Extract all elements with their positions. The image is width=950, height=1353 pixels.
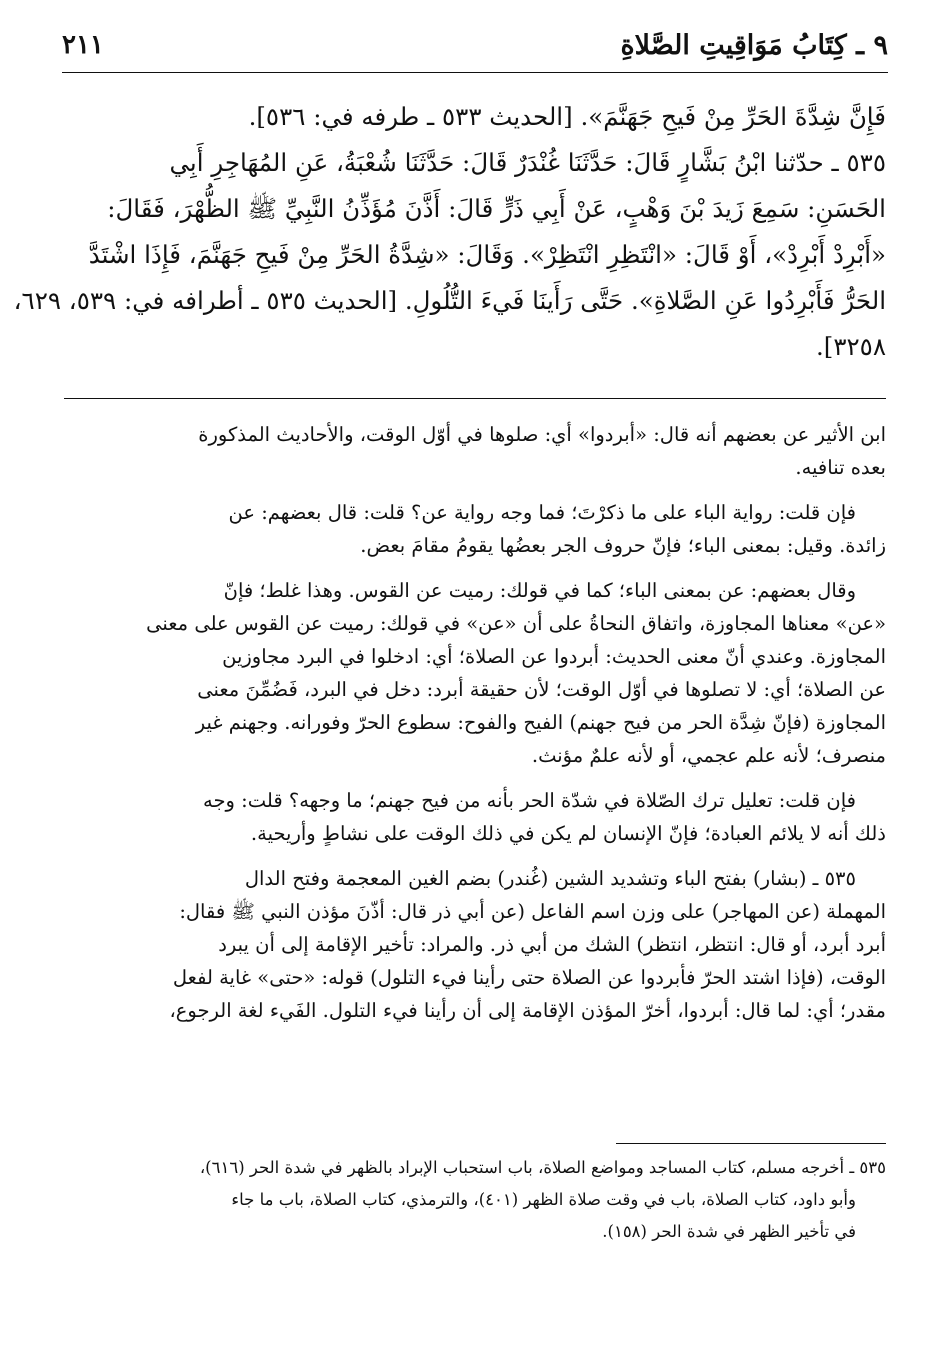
page-number: ٢١١ [62, 30, 104, 60]
footnote-line: وأبو داود، كتاب الصلاة، باب في وقت صلاة الظهر (٤٠١)، والترمذي، كتاب الصلاة، باب ما جاء [231, 1190, 856, 1209]
commentary-paragraph [64, 862, 886, 1027]
commentary-line: فإن قلت: تعليل ترك الصّلاة في شدّة الحر بأنه من فيح جهنم؛ ما وجهه؟ قلت: وجه [203, 789, 856, 812]
commentary-line: «عن» معناها المجاوزة، واتفاق النحاةُ على أن «عن» في قولك: رميت عن القوس على معنى [146, 612, 886, 635]
commentary [64, 418, 886, 1039]
commentary-line: أبرد أبرد، أو قال: انتظر، انتظر) الشك من أبي ذر. والمراد: تأخير الإقامة إلى أن يبرد [218, 933, 886, 956]
commentary-paragraph [64, 574, 886, 772]
commentary-line: الوقت، (فإذا اشتد الحرّ فأبردوا عن الصلاة حتى رأينا فيء التلول) قوله: «حتى» غاية لفعل [172, 966, 886, 989]
commentary-line: المجاوزة. وعندي أنّ معنى الحديث: أبردوا عن الصلاة؛ أي: ادخلوا في البرد مجاوزين [222, 645, 886, 668]
commentary-line: المجاوزة (فإنّ شِدَّة الحر من فيح جهنم) الفيح والفوح: سطوع الحرّ وفورانه. وجهنم غير [195, 711, 886, 734]
commentary-line: بعده تنافيه. [795, 456, 886, 479]
section-divider [64, 398, 886, 399]
commentary-paragraph [64, 418, 886, 484]
footnote [64, 1152, 886, 1248]
commentary-line: ٥٣٥ ـ (بشار) بفتح الباء وتشديد الشين (غُندر) بضم الغين المعجمة وفتح الدال [244, 867, 856, 890]
hadith-line: ٥٣٥ ـ حدّثنا ابْنُ بَشَّارٍ قَالَ: حَدَّثَنَا غُنْدَرٌ قَالَ: حَدَّثَنَا شُعْبَةُ، عَنِ المُهَاجِرِ أَبِي [169, 148, 886, 177]
commentary-line: وقال بعضهم: عن بمعنى الباء؛ كما في قولك: رميت عن القوس. وهذا غلط؛ فإنّ [223, 579, 856, 602]
footnote-line: ٥٣٥ ـ أخرجه مسلم، كتاب المساجد ومواضع الصلاة، باب استحباب الإبراد بالظهر في شدة الحر (٦١٦)، [199, 1158, 886, 1177]
commentary-line: منصرف؛ لأنه علم عجمي، أو لأنه علمٌ مؤنث. [531, 744, 886, 767]
hadith-line: ٣٢٥٨]. [816, 332, 886, 361]
commentary-line: ذلك أنه لا يلائم العبادة؛ فإنّ الإنسان لم يكن في ذلك الوقت على نشاطٍ وأريحية. [250, 822, 886, 845]
commentary-paragraph [64, 496, 886, 562]
footnote-divider [616, 1143, 886, 1144]
commentary-line: زائدة. وقيل: بمعنى الباء؛ فإنّ حروف الجر بعضُها يقومُ مقامَ بعض. [360, 534, 886, 557]
commentary-line: ابن الأثير عن بعضهم أنه قال: «أبردوا» أي: صلوها في أوّل الوقت، والأحاديث المذكورة [198, 423, 886, 446]
running-header [62, 28, 888, 73]
hadith-line: فَإِنَّ شِدَّةَ الحَرِّ مِنْ فَيحِ جَهَنَّمَ». [الحديث ٥٣٣ ـ طرفه في: ٥٣٦]. [248, 102, 886, 131]
hadith-line: الحَسَنِ: سَمِعَ زَيدَ بْنَ وَهْبٍ، عَنْ أَبِي ذَرٍّ قَالَ: أَذَّنَ مُؤَذِّنُ النَّبِيِّ ﷺ الظُّهْرَ، فَقَالَ: [107, 194, 886, 223]
commentary-line: مقدر؛ أي: لما قال: أبردوا، أخرّ المؤذن الإقامة إلى أن رأينا فيء التلول. الفَيء لغة الرجوع، [169, 999, 886, 1022]
hadith-text [13, 94, 886, 370]
chapter-title: ٩ ـ كِتَابُ مَوَاقِيتِ الصَّلاةِ [620, 30, 888, 61]
commentary-line: المهملة (عن المهاجر) على وزن اسم الفاعل (عن أبي ذر قال: أذّنَ مؤذن النبي ﷺ فقال: [179, 900, 886, 923]
hadith-line: الحَرُّ فَأَبْرِدُوا عَنِ الصَّلاةِ». حَتَّى رَأَينَا فَيءَ التُّلُولِ. [الحديث ٥٣٥ ـ أطرافه في: ٥٣٩، ٦٢٩، [13, 286, 886, 315]
hadith-line: «أَبْرِدْ أَبْرِدْ»، أَوْ قَالَ: «انْتَظِرِ انْتَظِرْ». وَقَالَ: «شِدَّةُ الحَرِّ مِنْ فَيحِ جَهَنَّمَ، فَإِذَا اشْتَدَّ [88, 240, 886, 269]
commentary-line: فإن قلت: رواية الباء على ما ذكرْتَ؛ فما وجه رواية عن؟ قلت: قال بعضهم: عن [228, 501, 856, 524]
commentary-line: عن الصلاة؛ أي: لا تصلوها في أوّل الوقت؛ لأن حقيقة أبرد: دخل في البرد، فَضُمِّنَ معنى [197, 678, 886, 701]
commentary-paragraph [64, 784, 886, 850]
footnote-line: في تأخير الظهر في شدة الحر (١٥٨). [602, 1222, 856, 1241]
